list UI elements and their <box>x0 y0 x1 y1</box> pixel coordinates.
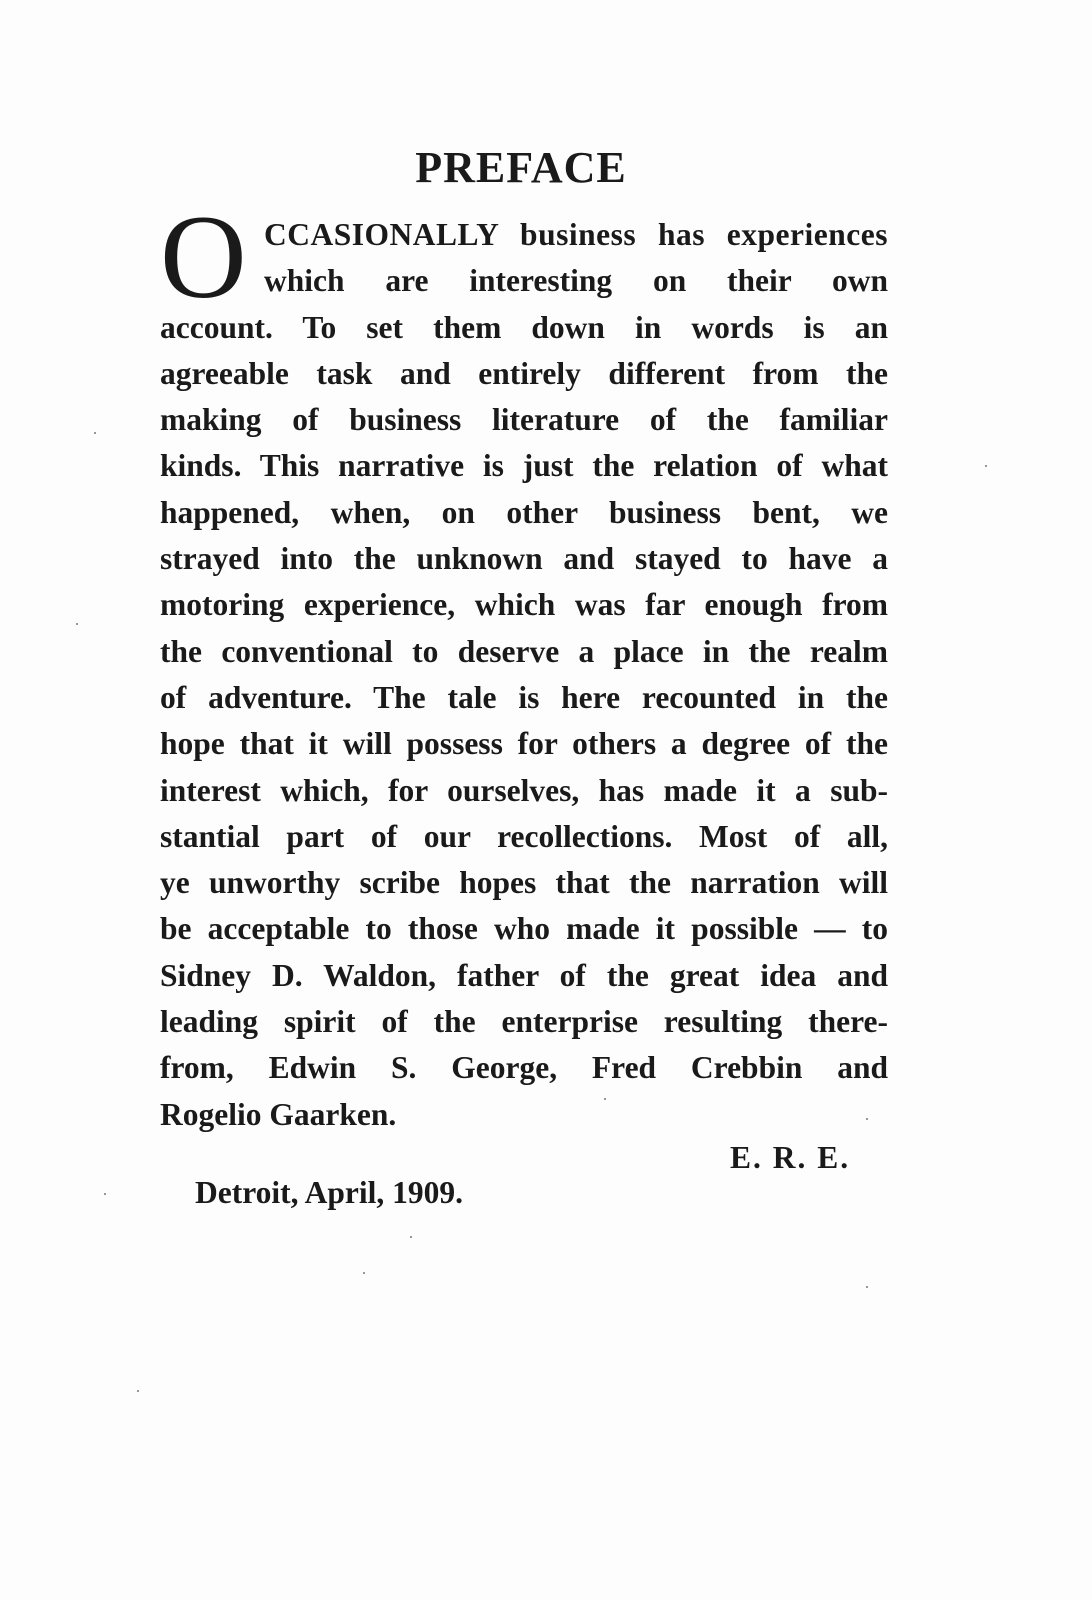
text-line: motoring experience, which was far enough from <box>160 587 888 623</box>
text-line: strayed into the unknown and stayed to have a <box>160 541 888 577</box>
text-line: Rogelio Gaarken. <box>160 1096 397 1132</box>
text-line: the conventional to deserve a place in the realm <box>160 633 888 669</box>
page-title: PREFACE <box>415 143 627 192</box>
text-line: from, Edwin S. George, Fred Crebbin and <box>160 1050 888 1086</box>
text-line: CCASIONALLY business has experiences <box>264 217 888 252</box>
text-line: stantial part of our recollections. Most of all, <box>160 818 888 854</box>
scan-speck <box>866 1118 868 1120</box>
scan-speck <box>137 1390 139 1392</box>
text-line: happened, when, on other business bent, we <box>160 494 888 530</box>
scan-speck <box>363 1272 365 1274</box>
scan-speck <box>866 1286 868 1288</box>
text-line: kinds. This narrative is just the relation of what <box>160 448 888 484</box>
author-initials: E. R. E. <box>730 1140 851 1175</box>
scan-speck <box>104 1193 106 1195</box>
scan-speck <box>94 432 96 434</box>
scan-speck <box>76 623 78 625</box>
scan-speck <box>604 1098 606 1100</box>
text-line: hope that it will possess for others a degree of the <box>160 726 888 762</box>
text-line: account. To set them down in words is an <box>160 309 888 345</box>
text-line: interest which, for ourselves, has made it a sub- <box>160 772 888 808</box>
text-line: Sidney D. Waldon, father of the great idea and <box>160 957 888 993</box>
text-line: making of business literature of the familiar <box>160 402 888 438</box>
preface-body <box>160 212 888 1138</box>
text-line: be acceptable to those who made it possible — to <box>160 911 888 947</box>
text-line: of adventure. The tale is here recounted in the <box>160 679 888 715</box>
text-line: agreeable task and entirely different from the <box>160 355 888 391</box>
text-line: ye unworthy scribe hopes that the narration will <box>160 865 888 901</box>
scan-speck <box>985 465 987 467</box>
text-line: leading spirit of the enterprise resulting there- <box>160 1004 888 1040</box>
dateline: Detroit, April, 1909. <box>195 1175 464 1210</box>
scan-speck <box>410 1236 412 1238</box>
drop-cap: O <box>160 190 247 323</box>
text-line: which are interesting on their own <box>264 263 888 299</box>
